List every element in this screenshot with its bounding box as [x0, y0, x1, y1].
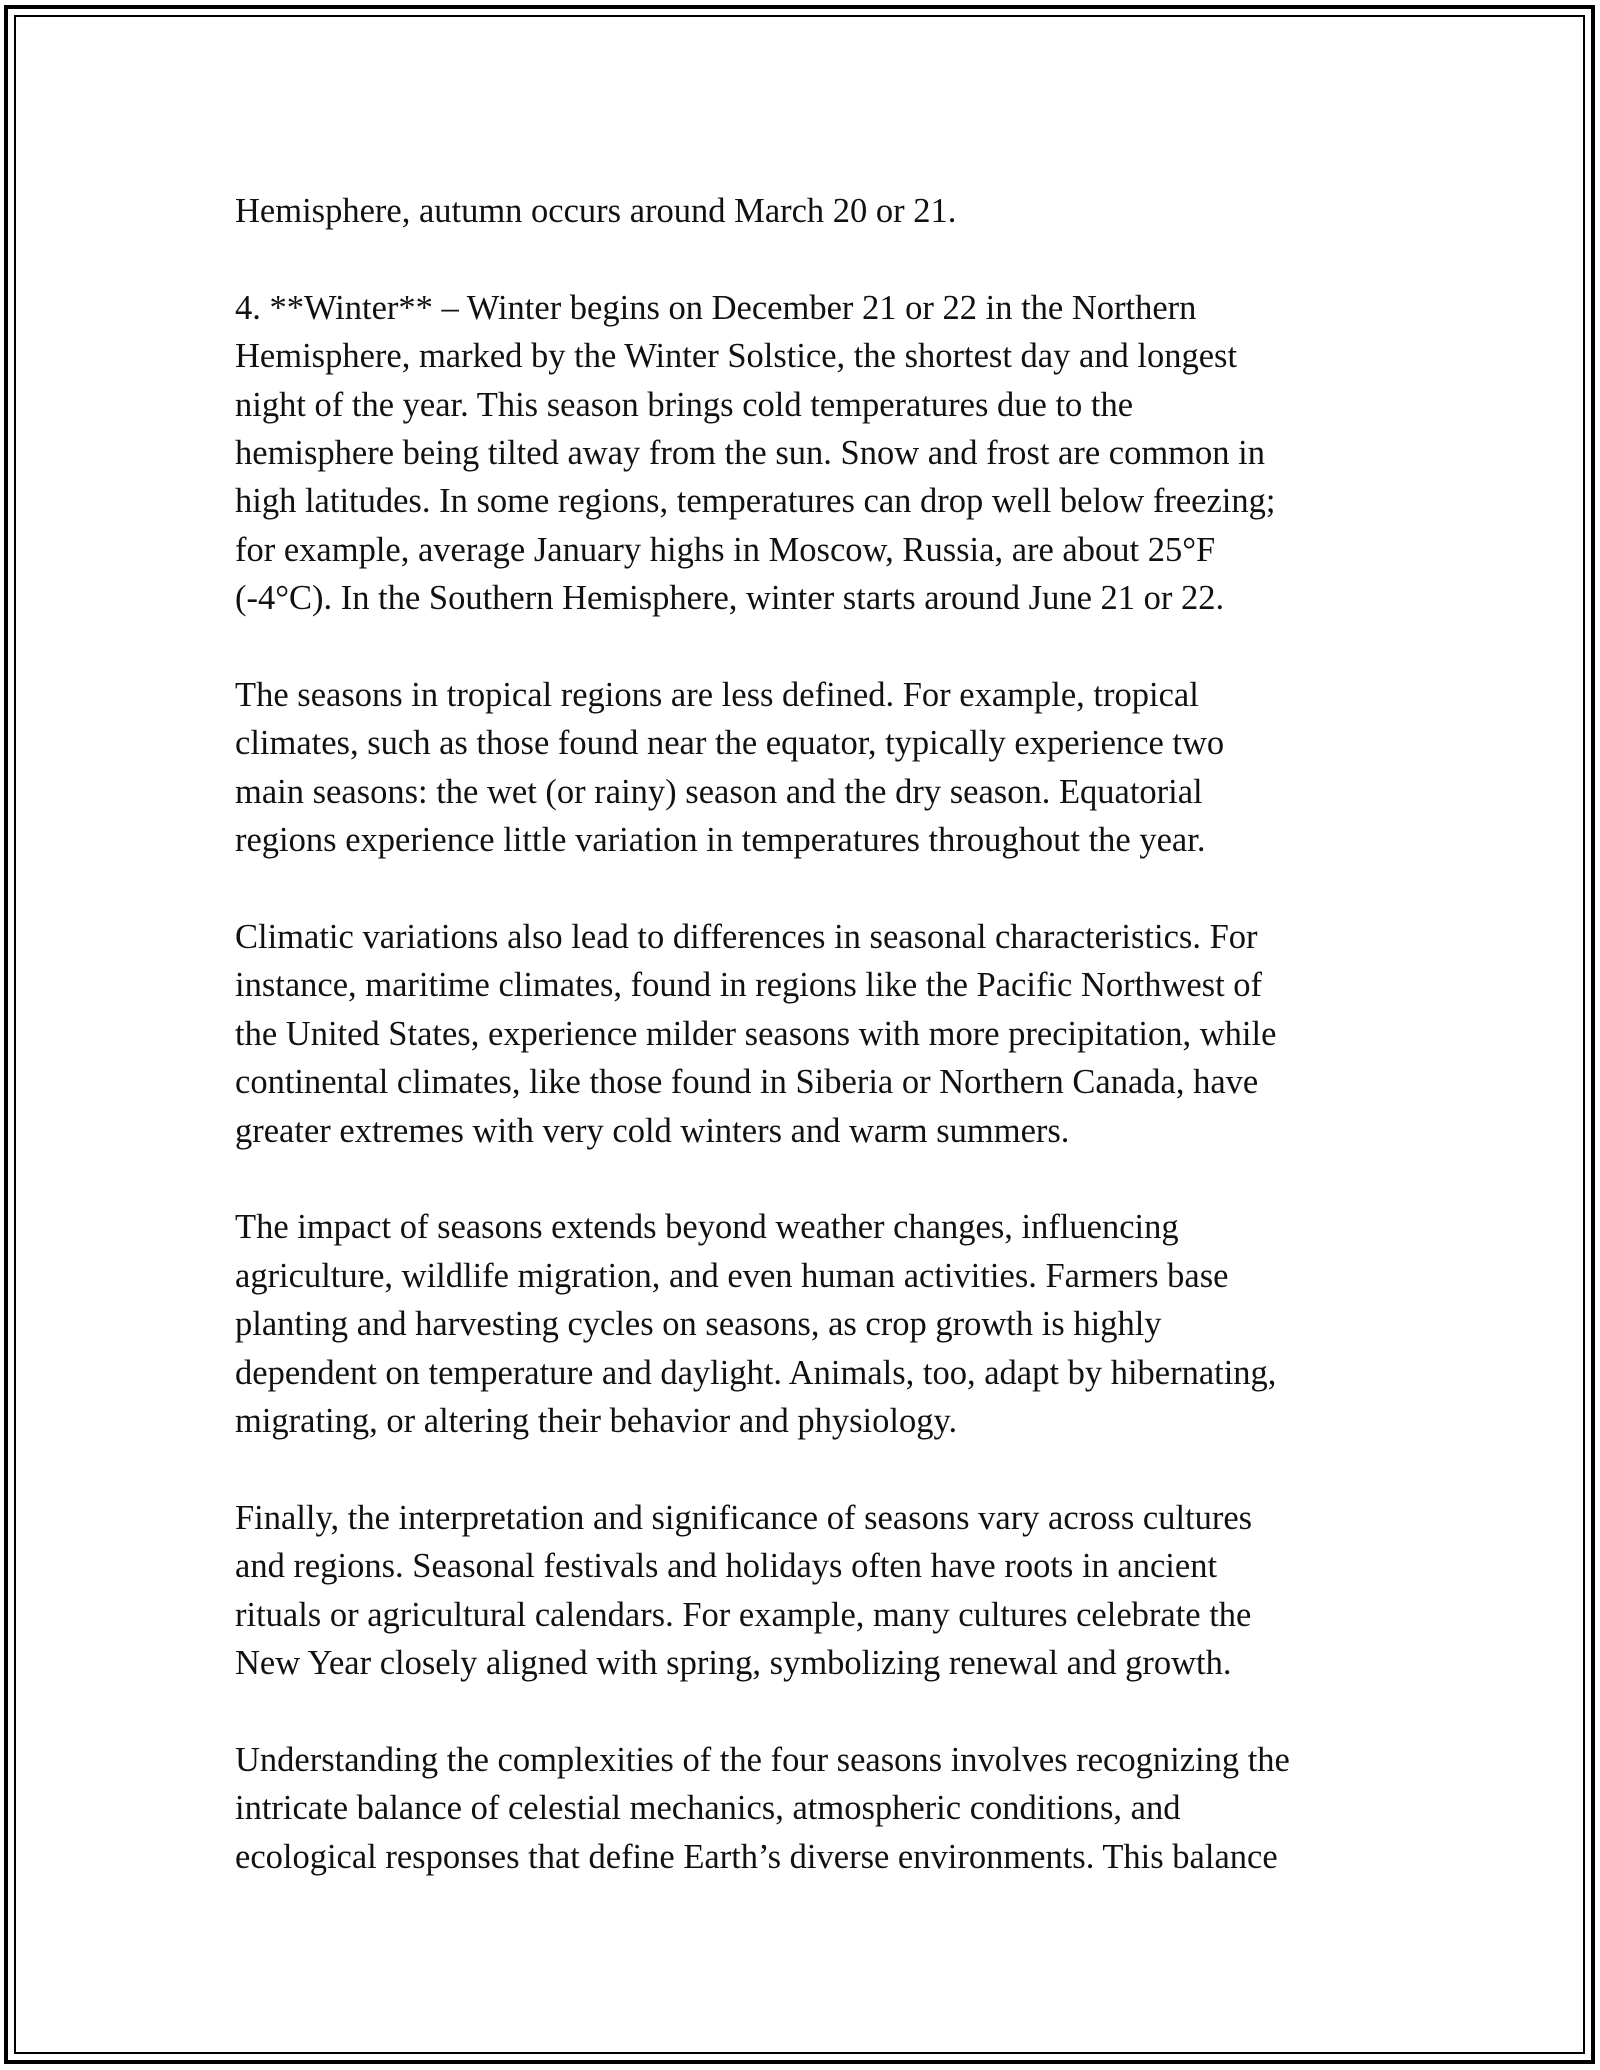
text-line: Understanding the complexities of the four seasons involves recognizing the — [235, 1740, 1290, 1779]
text-line: for example, average January highs in Moscow, Russia, are about 25°F — [235, 530, 1216, 569]
text-line: The impact of seasons extends beyond weather changes, influencing — [235, 1208, 1179, 1247]
text-line: Hemisphere, autumn occurs around March 20 or 21. — [235, 192, 957, 230]
paragraph-understanding-complexities — [235, 1736, 1415, 1881]
paragraph-cultural-significance — [235, 1494, 1415, 1688]
text-line: climates, such as those found near the equator, typically experience two — [235, 724, 1225, 763]
text-line: main seasons: the wet (or rainy) season and the dry season. Equatorial — [235, 772, 1203, 811]
text-line: planting and harvesting cycles on seasons, as crop growth is highly — [235, 1305, 1162, 1344]
paragraph-impact-of-seasons — [235, 1203, 1415, 1445]
document-body — [235, 187, 1415, 1930]
text-line: Hemisphere, marked by the Winter Solstice, the shortest day and longest — [235, 337, 1238, 376]
text-line: Finally, the interpretation and significance of seasons vary across cultures — [235, 1498, 1253, 1537]
text-line: ecological responses that define Earth’s diverse environments. This balance — [235, 1837, 1278, 1876]
text-line: night of the year. This season brings cold temperatures due to the — [235, 385, 1134, 424]
text-line: greater extremes with very cold winters and warm summers. — [235, 1111, 1070, 1150]
text-line: high latitudes. In some regions, temperatures can drop well below freezing; — [235, 482, 1276, 521]
paragraph-winter — [235, 284, 1415, 623]
text-line: New Year closely aligned with spring, symbolizing renewal and growth. — [235, 1644, 1232, 1683]
paragraph-autumn-end — [235, 187, 1415, 235]
text-line: The seasons in tropical regions are less defined. For example, tropical — [235, 676, 1199, 715]
text-line: migrating, or altering their behavior and physiology. — [235, 1402, 958, 1441]
text-line: regions experience little variation in temperatures throughout the year. — [235, 821, 1206, 860]
paragraph-climatic-variations — [235, 913, 1415, 1155]
text-line: the United States, experience milder seasons with more precipitation, while — [235, 1014, 1277, 1053]
text-line: continental climates, like those found in Siberia or Northern Canada, have — [235, 1063, 1259, 1102]
text-line: instance, maritime climates, found in regions like the Pacific Northwest of — [235, 966, 1263, 1005]
text-line: hemisphere being tilted away from the sun. Snow and frost are common in — [235, 434, 1265, 473]
text-line: Climatic variations also lead to differences in seasonal characteristics. For — [235, 918, 1258, 957]
text-line: intricate balance of celestial mechanics, atmospheric conditions, and — [235, 1789, 1181, 1828]
text-line: rituals or agricultural calendars. For example, many cultures celebrate the — [235, 1595, 1252, 1634]
text-line: and regions. Seasonal festivals and holidays often have roots in ancient — [235, 1547, 1218, 1586]
paragraph-tropical-seasons — [235, 671, 1415, 865]
text-line: 4. **Winter** – Winter begins on December 21 or 22 in the Northern — [235, 288, 1197, 327]
text-line: agriculture, wildlife migration, and even human activities. Farmers base — [235, 1256, 1229, 1295]
text-line: dependent on temperature and daylight. Animals, too, adapt by hibernating, — [235, 1353, 1277, 1392]
text-line: (-4°C). In the Southern Hemisphere, winter starts around June 21 or 22. — [235, 579, 1225, 618]
